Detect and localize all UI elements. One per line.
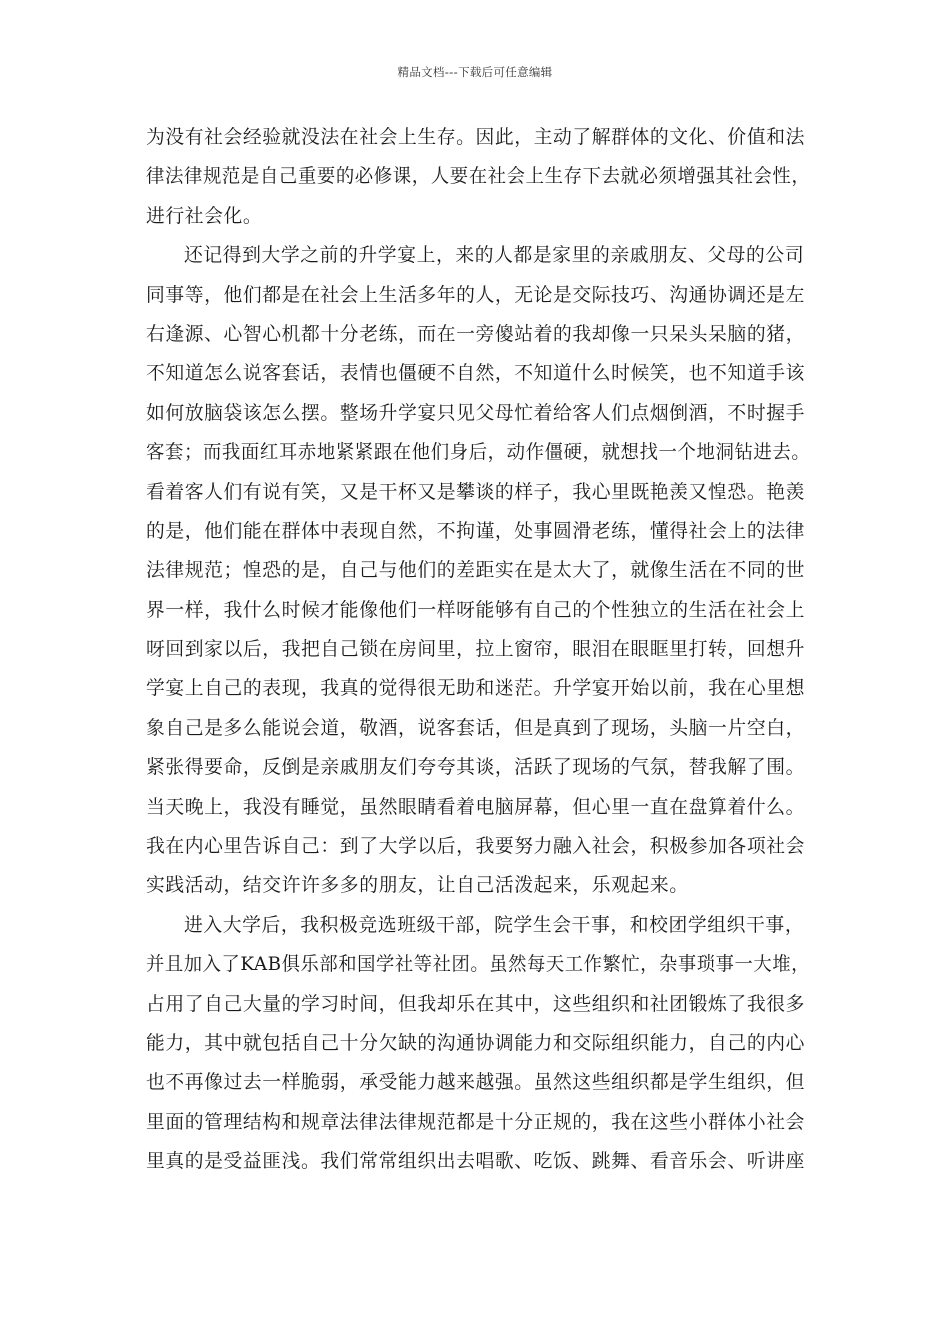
text-line: 能力，其中就包括自己十分欠缺的沟通协调能力和交际组织能力，自己的内心 — [146, 1032, 805, 1054]
text-line: 为没有社会经验就没法在社会上生存。因此，主动了解群体的文化、价值和法 — [146, 127, 805, 148]
text-line: 里面的管理结构和规章法律法律规范都是十分正规的，我在这些小群体小社会 — [146, 1111, 805, 1133]
text-line: 里真的是受益匪浅。我们常常组织出去唱歌、吃饭、跳舞、看音乐会、听讲座 — [146, 1151, 805, 1173]
text-line: 律法律规范是自己重要的必修课，人要在社会上生存下去就必须增强其社会性， — [146, 166, 811, 188]
text-line: 看着客人们有说有笑，又是干杯又是攀谈的样子，我心里既艳羡又惶恐。艳羡 — [146, 481, 805, 503]
text-line: 进行社会化。 — [146, 205, 263, 227]
text-line: 紧张得要命，反倒是亲戚朋友们夸夸其谈，活跃了现场的气氛，替我解了围。 — [146, 757, 805, 779]
text-line: 实践活动，结交许许多多的朋友，让自己活泼起来，乐观起来。 — [146, 875, 689, 897]
text-line: 同事等，他们都是在社会上生活多年的人，无论是交际技巧、沟通协调还是左 — [146, 284, 805, 306]
text-line: 客套；而我面红耳赤地紧紧跟在他们身后，动作僵硬，就想找一个地洞钻进去。 — [146, 442, 811, 464]
text-line: 进入大学后，我积极竞选班级干部，院学生会干事，和校团学组织干事， — [184, 914, 805, 936]
text-line: 呀回到家以后，我把自己锁在房间里，拉上窗帘，眼泪在眼眶里打转，回想升 — [146, 639, 805, 661]
text-line: 界一样，我什么时候才能像他们一样呀能够有自己的个性独立的生活在社会上 — [146, 599, 805, 621]
text-line: 还记得到大学之前的升学宴上，来的人都是家里的亲戚朋友、父母的公司 — [184, 245, 805, 267]
text-line: 右逢源、心智心机都十分老练，而在一旁傻站着的我却像一只呆头呆脑的猪， — [146, 323, 805, 345]
text-line: 我在内心里告诉自己：到了大学以后，我要努力融入社会，积极参加各项社会 — [146, 836, 805, 858]
document-body — [146, 118, 810, 1182]
text-line: 学宴上自己的表现，我真的觉得很无助和迷茫。升学宴开始以前，我在心里想 — [146, 678, 805, 700]
text-line: 的是，他们能在群体中表现自然，不拘谨，处事圆滑老练，懂得社会上的法律 — [146, 520, 805, 542]
text-line: 如何放脑袋该怎么摆。整场升学宴只见父母忙着给客人们点烟倒酒，不时握手 — [146, 402, 805, 424]
text-line: 象自己是多么能说会道，敬酒，说客套话，但是真到了现场，头脑一片空白， — [146, 717, 805, 739]
text-line: 不知道怎么说客套话，表情也僵硬不自然，不知道什么时候笑，也不知道手该 — [146, 363, 805, 385]
text-line: 当天晚上，我没有睡觉，虽然眼睛看着电脑屏幕，但心里一直在盘算着什么。 — [146, 796, 805, 818]
text-line: 并且加入了KAB俱乐部和国学社等社团。虽然每天工作繁忙，杂事琐事一大堆， — [146, 954, 811, 976]
page-header: 精品文档---下载后可任意编辑 — [397, 65, 553, 79]
text-line: 也不再像过去一样脆弱，承受能力越来越强。虽然这些组织都是学生组织，但 — [146, 1072, 805, 1094]
text-line: 法律规范；惶恐的是，自己与他们的差距实在是太大了，就像生活在不同的世 — [146, 560, 805, 582]
text-line: 占用了自己大量的学习时间，但我却乐在其中，这些组织和社团锻炼了我很多 — [146, 993, 805, 1015]
